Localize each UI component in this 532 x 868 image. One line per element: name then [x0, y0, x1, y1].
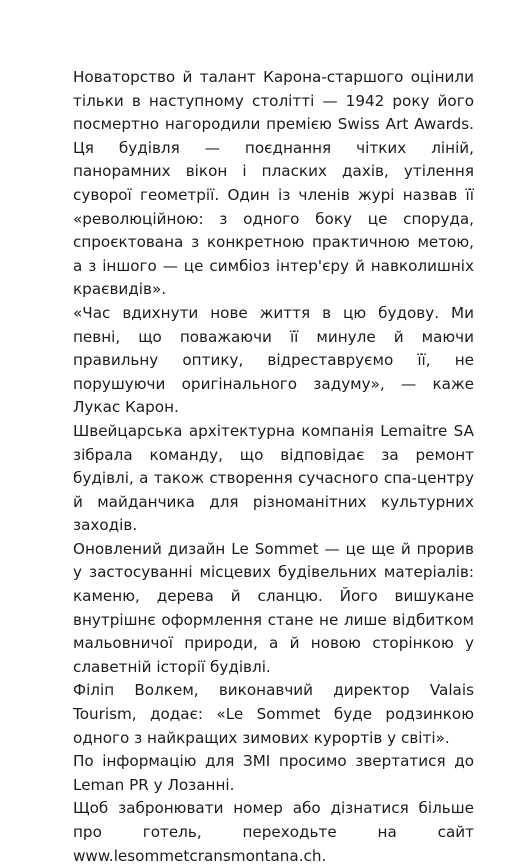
paragraph-design: Оновлений дизайн Le Sommet — це ще й прорив у застосуванні місцевих будівельних матеріалів: каменю, дерева й сланцю. Його вишукане внутрішнє оформлення стане не лише відбитком мальовничої природи, а й новою сторінкою у славетній історії будівлі.	[73, 539, 474, 676]
paragraph-quote-caron: «Час вдихнути нове життя в цю будову. Ми певні, що поважаючи її минуле й маючи правильну оптику, відреставруємо її, не порушуючи оригінального задуму», — каже Лукас Карон.	[73, 303, 474, 417]
paragraph-booking: Щоб забронювати номер або дізнатися більше про готель, переходьте на сайт www.lesommetcransmontana.ch.	[73, 799, 474, 865]
document-body	[73, 66, 474, 868]
paragraph-award: Новаторство й талант Карона-старшого оцінили тільки в наступному столітті — 1942 року його посмертно нагородили премією Swiss Art Awards. Ця будівля — поєднання чітких ліній, панорамних вікон і пласких дахів, утілення суворої геометрії. Один із членів журі назвав її «революційною: з одного боку це споруда, спроєктована з конкретною практичною метою, а з іншого — це симбіоз інтер'єру й навколишніх краєвидів».	[73, 68, 474, 299]
paragraph-valais-tourism: Філіп Волкем, виконавчий директор Valais Tourism, додає: «Le Sommet буде родзинкою одного з найкращих зимових курортів у світі».	[73, 681, 474, 747]
paragraph-lemaitre: Швейцарська архітектурна компанія Lemaitre SA зібрала команду, що відповідає за ремонт будівлі, а також створення сучасного спа-центру й майданчика для різноманітних культурних заходів.	[73, 421, 474, 535]
paragraph-press-contact: По інформацію для ЗМІ просимо звертатися до Leman PR у Лозанні.	[73, 752, 474, 794]
